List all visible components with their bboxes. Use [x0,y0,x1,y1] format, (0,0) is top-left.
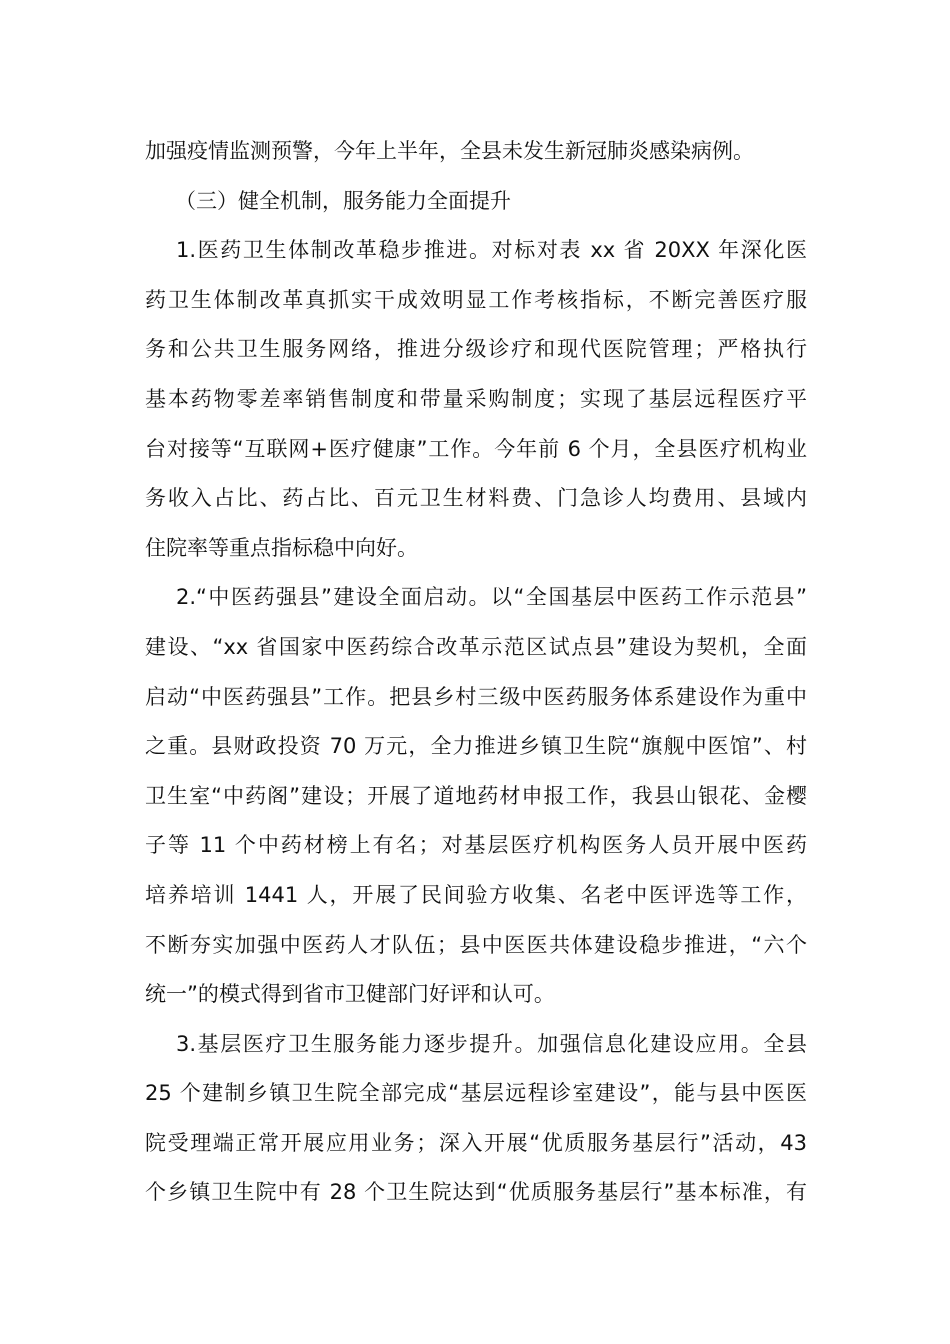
text-line: 启动“中医药强县”工作。把县乡村三级中医药服务体系建设作为重中 [145,684,807,709]
text-line: 台对接等“互联网+医疗健康”工作。今年前 6 个月，全县医疗机构业 [145,436,807,461]
body-text [145,127,807,1218]
text-line: 务和公共卫生服务网络，推进分级诊疗和现代医院管理；严格执行 [145,337,807,362]
text-line: 不断夯实加强中医药人才队伍；县中医医共体建设稳步推进，“六个 [145,932,807,957]
text-line: 培养培训 1441 人，开展了民间验方收集、名老中医评选等工作， [145,882,807,907]
text-line: 药卫生体制改革真抓实干成效明显工作考核指标，不断完善医疗服 [145,287,807,312]
text-line: 基本药物零差率销售制度和带量采购制度；实现了基层远程医疗平 [145,386,807,411]
text-line: 卫生室“中药阁”建设；开展了道地药材申报工作，我县山银花、金樱 [145,783,807,808]
text-line: 子等 11 个中药材榜上有名；对基层医疗机构医务人员开展中医药 [145,833,807,858]
text-line: 之重。县财政投资 70 万元，全力推进乡镇卫生院“旗舰中医馆”、村 [145,734,807,759]
section-heading: （三）健全机制，服务能力全面提升 [175,188,511,213]
text-line: 个乡镇卫生院中有 28 个卫生院达到“优质服务基层行”基本标准，有 [145,1180,807,1205]
text-line: 统一”的模式得到省市卫健部门好评和认可。 [145,982,555,1007]
text-line: 院受理端正常开展应用业务；深入开展“优质服务基层行”活动，43 [145,1130,807,1155]
text-line: 3.基层医疗卫生服务能力逐步提升。加强信息化建设应用。全县 [176,1031,807,1056]
text-line: 务收入占比、药占比、百元卫生材料费、门急诊人均费用、县域内 [145,486,807,511]
text-line: 建设、“xx 省国家中医药综合改革示范区试点县”建设为契机，全面 [145,634,807,659]
text-line: 2.“中医药强县”建设全面启动。以“全国基层中医药工作示范县” [176,585,807,610]
text-line: 1.医药卫生体制改革稳步推进。对标对表 xx 省 20XX 年深化医 [176,238,807,263]
text-line: 25 个建制乡镇卫生院全部完成“基层远程诊室建设”，能与县中医医 [145,1081,807,1106]
text-line: 住院率等重点指标稳中向好。 [145,535,418,560]
text-line: 加强疫情监测预警，今年上半年，全县未发生新冠肺炎感染病例。 [145,139,754,163]
